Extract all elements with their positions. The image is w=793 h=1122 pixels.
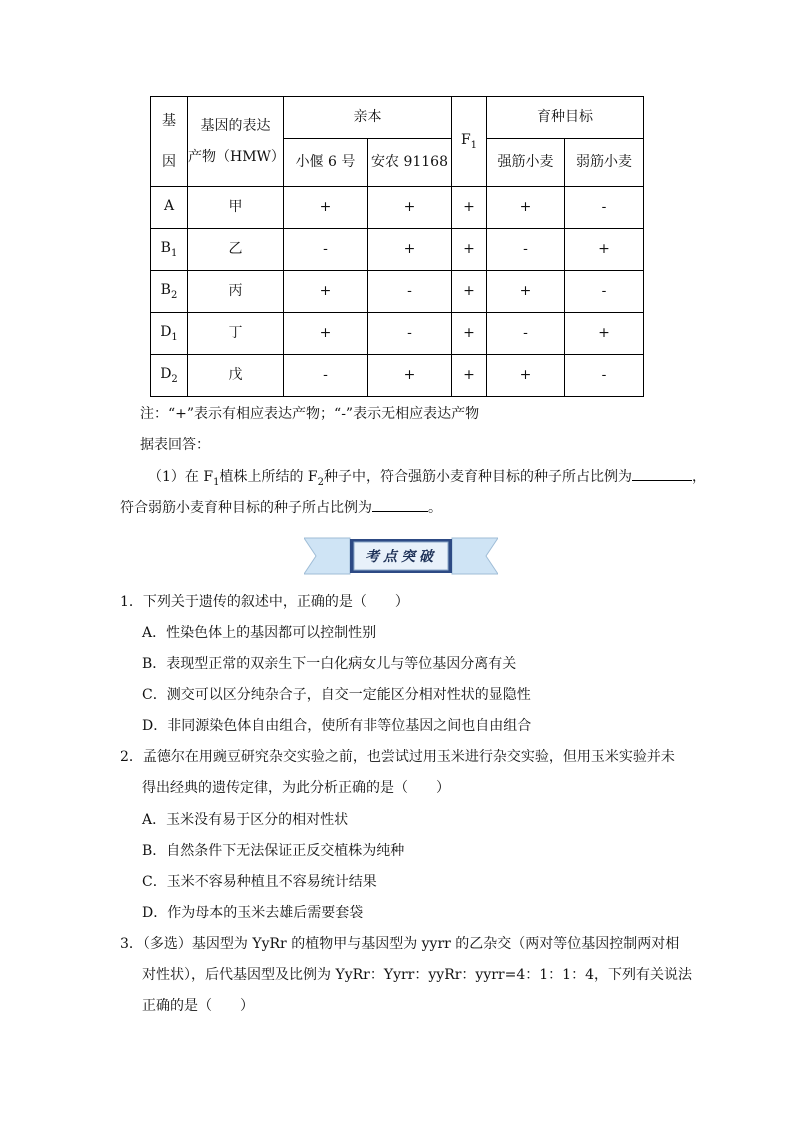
question-3-stem-line1: 3．（多选）基因型为 YyRr 的植物甲与基因型为 yyrr 的乙杂交（两对等位基因控制两对相 [120,936,680,952]
cell-parent1: + [284,187,368,229]
header-parents: 亲本 [284,97,452,139]
gene-letter: D [160,323,172,340]
cell-parent2: + [368,187,452,229]
sub-q1-text-d: ， [692,469,706,485]
question-1-option-b[interactable]: B．表现型正常的双亲生下一白化病女儿与等位基因分离有关 [142,656,517,672]
header-gene-bottom: 因 [162,153,176,170]
cell-weak: + [565,313,644,355]
cell-gene [151,187,188,229]
table-row [151,313,644,355]
header-goal: 育种目标 [487,97,644,139]
cell-f1: + [452,313,487,355]
sub-question-1-line1 [148,470,706,488]
cell-product: 戊 [188,355,284,397]
cell-parent2: + [368,355,452,397]
question-2-option-b[interactable]: B．自然条件下无法保证正反交植株为纯种 [142,843,405,859]
question-1-option-a[interactable]: A．性染色体上的基因都可以控制性别 [142,625,377,641]
header-parent-1: 小偃 6 号 [284,139,368,187]
cell-gene [151,229,188,271]
sub-q1-text-b: 植株上所结的 F [219,469,318,485]
cell-strong: - [487,313,565,355]
section-banner [304,536,498,576]
question-2-option-d[interactable]: D．作为母本的玉米去雄后需要套袋 [142,905,364,921]
cell-parent1: - [284,229,368,271]
table-note: 注：“+”表示有相应表达产物；“-”表示无相应表达产物 [140,406,480,422]
header-product-line1: 基因的表达 [200,118,271,135]
cell-parent1: + [284,313,368,355]
cell-parent2: - [368,271,452,313]
header-product-line2: 产物（HMW） [188,148,285,165]
question-1-stem: 1．下列关于遗传的叙述中，正确的是（ ） [120,594,409,610]
sub-q1-text-c: 种子中，符合强筋小麦育种目标的种子所占比例为 [324,469,632,485]
gene-sub: 2 [171,373,178,385]
answer-blank-weak[interactable] [372,511,428,512]
cell-gene [151,271,188,313]
gene-sub: 1 [170,247,178,259]
cell-parent1: - [284,355,368,397]
cell-product: 乙 [188,229,284,271]
question-2-stem-line2: 得出经典的遗传定律，为此分析正确的是（ ） [142,780,450,796]
header-f1-label: F [460,131,471,148]
sub-q1-sub-b: 2 [317,476,324,488]
cell-weak: - [565,187,644,229]
header-gene-top: 基 [162,112,176,129]
cell-f1: + [452,271,487,313]
question-3-stem-line3: 正确的是（ ） [142,998,254,1014]
cell-f1: + [452,355,487,397]
header-parent-2: 安农 91168 [368,139,452,187]
cell-parent2: - [368,313,452,355]
sub-q1-line2-end: 。 [428,500,442,516]
gene-letter: A [163,197,175,214]
table-row [151,271,644,313]
table-row [151,187,644,229]
cell-parent2: + [368,229,452,271]
sub-question-1-line2 [120,501,442,515]
cell-product: 丁 [188,313,284,355]
gene-expression-table [150,96,644,397]
gene-sub: 2 [170,289,178,301]
cell-weak: + [565,229,644,271]
question-3-stem-line2: 对性状），后代基因型及比例为 YyRr：Yyrr：yyRr：yyrr=4：1：1：4，下列有关说法 [142,967,692,983]
header-product [188,97,284,187]
cell-weak: - [565,271,644,313]
cell-product: 丙 [188,271,284,313]
gene-letter: B [160,281,171,298]
cell-f1: + [452,229,487,271]
question-2-option-c[interactable]: C．玉米不容易种植且不容易统计结果 [142,874,377,890]
header-f1-sub: 1 [470,139,478,151]
cell-f1: + [452,187,487,229]
header-weak: 弱筋小麦 [565,139,644,187]
cell-parent1: + [284,271,368,313]
header-strong: 强筋小麦 [487,139,565,187]
cell-gene [151,355,188,397]
cell-strong: + [487,187,565,229]
banner-title: 考点突破 [365,549,437,565]
question-1-option-d[interactable]: D．非同源染色体自由组合，使所有非等位基因之间也自由组合 [142,718,532,734]
sub-q1-sub-a: 1 [213,476,220,488]
cell-strong: + [487,271,565,313]
cell-strong: + [487,355,565,397]
table-row [151,229,644,271]
cell-strong: - [487,229,565,271]
gene-sub: 1 [171,331,178,343]
cell-weak: - [565,355,644,397]
cell-gene [151,313,188,355]
answer-blank-strong[interactable] [632,480,692,481]
question-2-option-a[interactable]: A．玉米没有易于区分的相对性状 [142,812,349,828]
sub-q1-line2-text: 符合弱筋小麦育种目标的种子所占比例为 [120,500,372,516]
cell-product: 甲 [188,187,284,229]
header-f1 [452,97,487,187]
table-row [151,355,644,397]
gene-letter: B [160,239,171,256]
question-1-option-c[interactable]: C．测交可以区分纯杂合子，自交一定能区分相对性状的显隐性 [142,687,531,703]
question-2-stem-line1: 2．孟德尔在用豌豆研究杂交实验之前，也尝试过用玉米进行杂交实验，但用玉米实验并未 [120,749,675,765]
header-gene [151,97,188,187]
answer-prompt: 据表回答： [140,437,210,453]
sub-q1-text-a: （1）在 F [148,469,214,485]
gene-letter: D [160,365,172,382]
